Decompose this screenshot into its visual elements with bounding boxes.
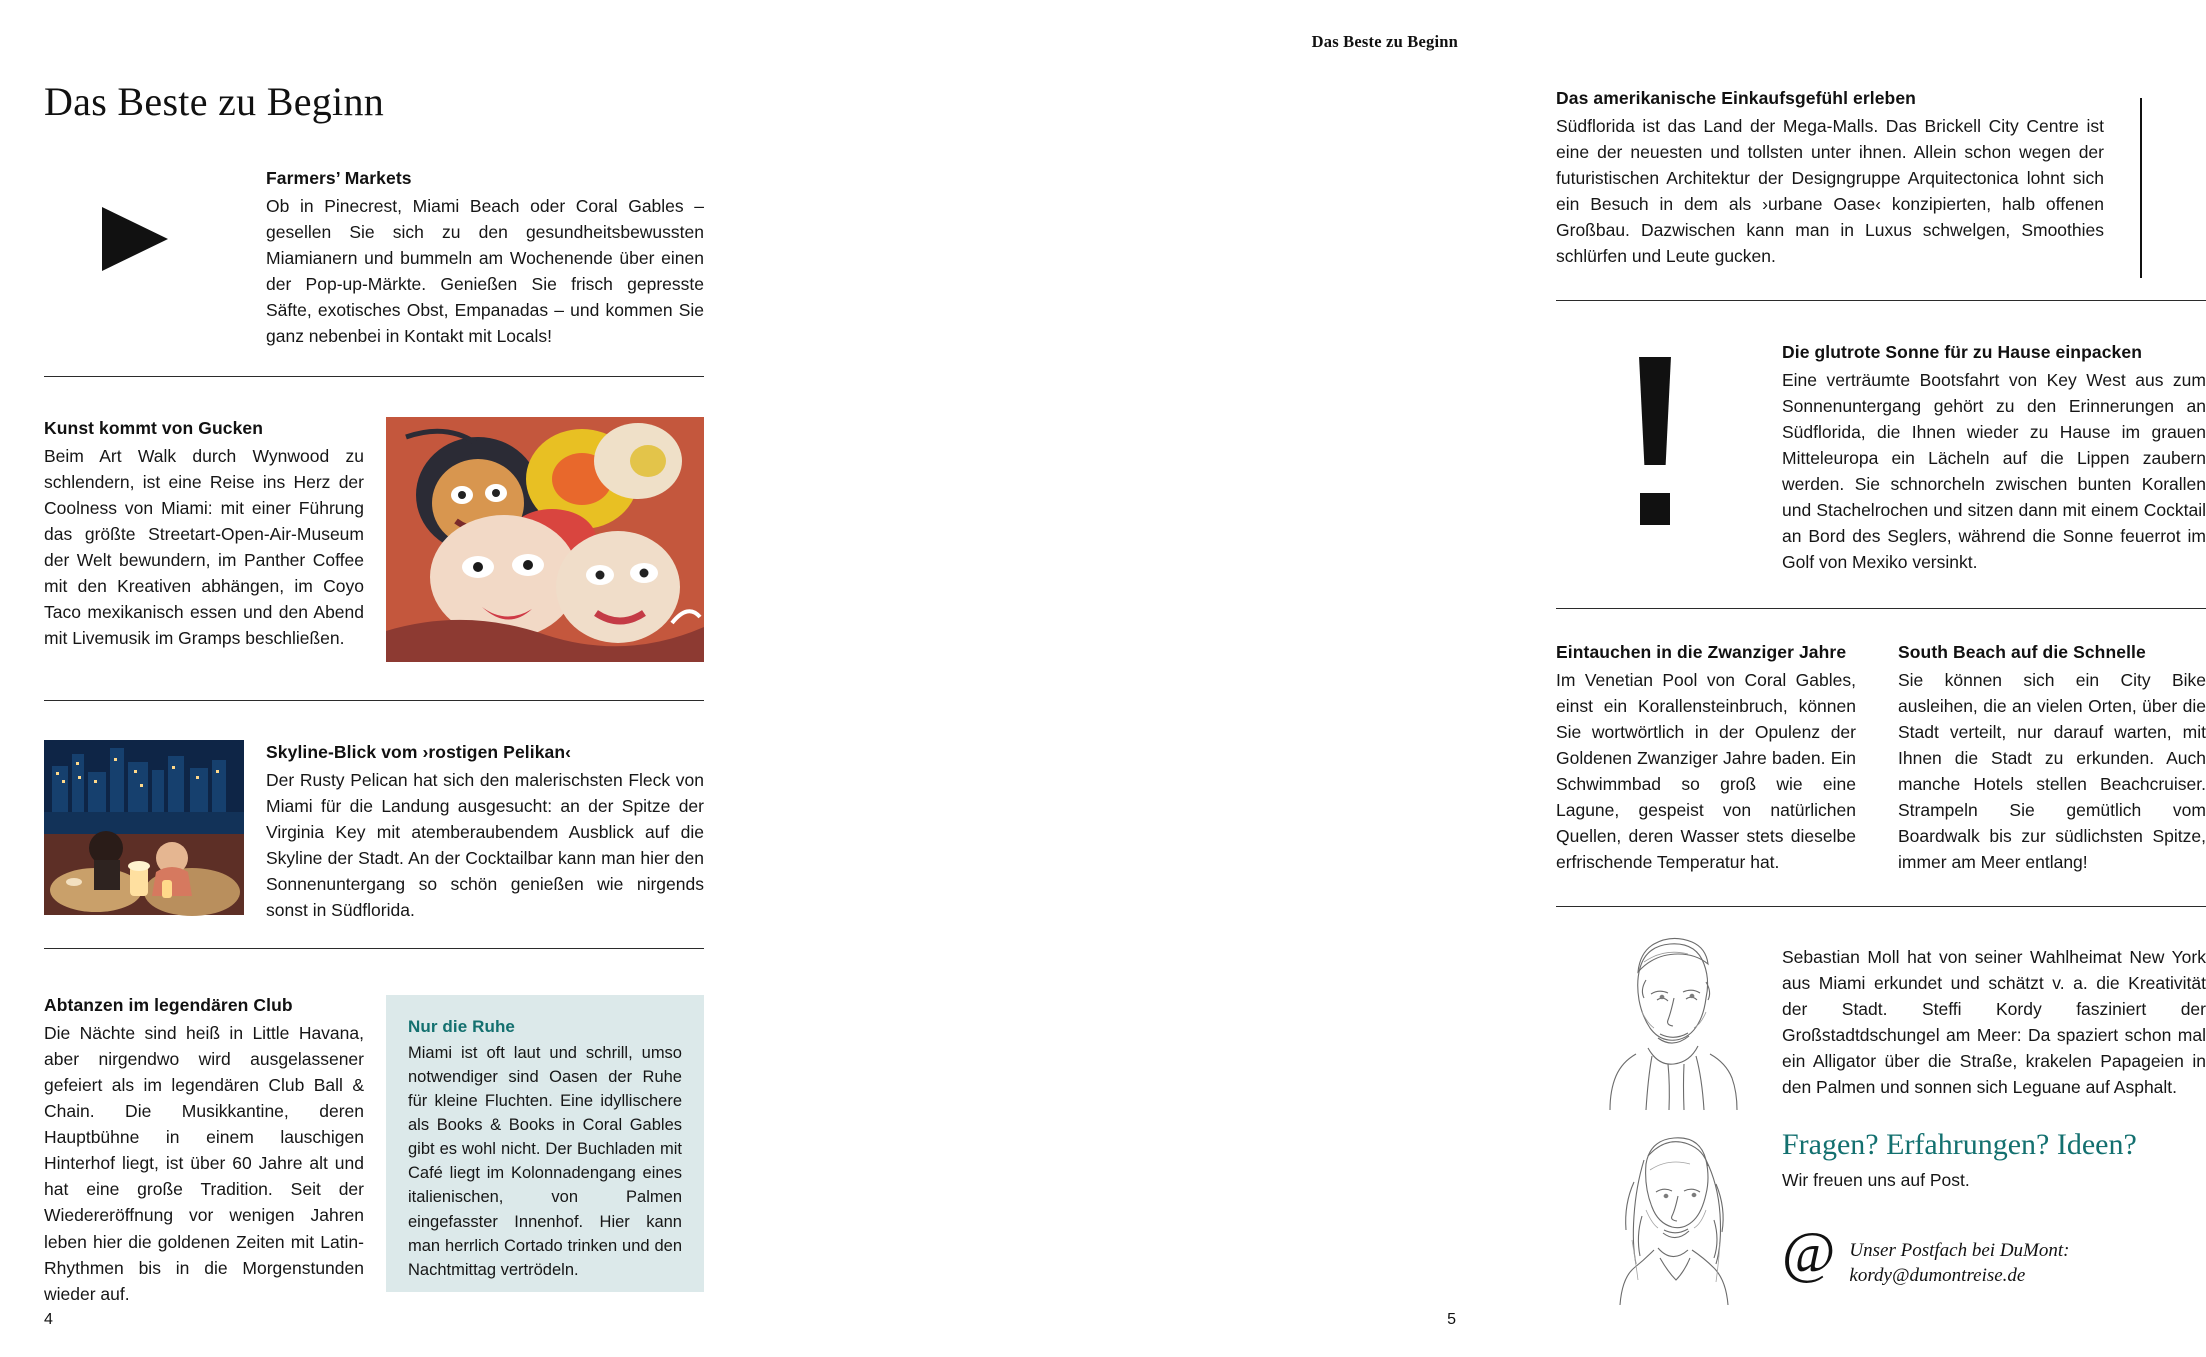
- contact-address-line1: Unser Postfach bei DuMont:: [1849, 1240, 2070, 1261]
- section-glutrote-sonne: [1782, 342, 2206, 576]
- contact-subtext: Wir freuen uns auf Post.: [1782, 1170, 1970, 1190]
- contact-email[interactable]: kordy@dumontreise.de: [1849, 1265, 2026, 1287]
- section-title: South Beach auf die Schnelle: [1898, 642, 2146, 662]
- section-body: Ob in Pinecrest, Miami Beach oder Coral Gables – gesellen Sie sich zu den gesundheitsbewussten Miamianern und bummeln am Wochenende über einen der Pop-up-Märkte. Genießen Sie frisch gepresste Säfte, exotisches Obst, Empanadas – und kommen Sie ganz nebenbei in Kontakt mit Locals!: [266, 196, 704, 347]
- running-head: Das Beste zu Beginn: [1311, 32, 1458, 51]
- section-einkaufsgefuehl: [1556, 88, 2104, 269]
- divider: [44, 948, 704, 949]
- folio-right: 5: [1447, 1311, 1456, 1328]
- section-farmers-markets: [266, 168, 704, 349]
- section-body: Der Rusty Pelican hat sich den malerischsten Fleck von Miami für die Landung ausgesucht: an der Spitze der Virginia Key mit atemberaubendem Ausblick auf die Skyline der Stadt. An der Cocktailbar kann man hier den Sonnenuntergang so schön genießen wie nirgends sonst in Südflorida.: [266, 770, 704, 921]
- section-title: Abtanzen im legendären Club: [44, 995, 293, 1015]
- contact-mailbox: [1782, 1220, 2206, 1288]
- folio-left: 4: [44, 1311, 53, 1328]
- section-kunst-kommt-von-gucken: [44, 418, 364, 652]
- divider: [44, 376, 704, 377]
- section-title: Das amerikanische Einkaufsgefühl erleben: [1556, 88, 1916, 108]
- page-title: Das Beste zu Beginn: [44, 79, 385, 124]
- section-body: Im Venetian Pool von Coral Gables, einst ein Korallensteinbruch, können Sie wortwörtlich in der Opulenz der Goldenen Zwanziger Jahre baden. Ein Schwimmbad so groß wie eine Lagune, gespeist von natürlichen Quellen, deren Wasser stets dieselbe erfrischende Temperatur hat.: [1556, 670, 1856, 873]
- divider: [1556, 906, 2206, 907]
- callout-body: Miami ist oft laut und schrill, umso notwendiger sind Oasen der Ruhe für kleine Fluchten. Eine idyllischere als Books & Books in Coral Gables gibt es wohl nicht. Der Buchladen mit Café liegt im Kolonnadengang eines italienischen, von Palmen eingefasster Innenhof. Hier kann man herrlich Cortado trinken und den Nachtmittag vertrödeln.: [408, 1044, 682, 1279]
- section-zwanziger-jahre: [1556, 642, 1856, 876]
- triangle-play-icon: [102, 207, 168, 271]
- contact-invitation: [1782, 1128, 2206, 1191]
- divider: [1556, 300, 2206, 301]
- section-skyline-blick: [266, 742, 704, 923]
- divider: [1556, 608, 2206, 609]
- contact-heading: Fragen? Erfahrungen? Ideen?: [1782, 1128, 2137, 1161]
- authors-bio: Sebastian Moll hat von seiner Wahlheimat New York aus Miami erkundet und schätzt v. a. die Kreativität der Stadt. Steffi Kordy fasziniert der Großstadtdschungel am Meer: Da spaziert schon mal ein Alligator über die Straße, krakelen Papageien in den Palmen und sonnen sich Leguane auf Asphalt.: [1782, 947, 2206, 1098]
- restaurant-skyline-night-photo: [44, 740, 244, 915]
- section-title: Kunst kommt von Gucken: [44, 418, 264, 438]
- section-title: Skyline-Blick vom ›rostigen Pelikan‹: [266, 742, 572, 762]
- portrait-steffi-kordy: [1588, 1120, 1756, 1305]
- portrait-sebastian-moll: [1588, 928, 1756, 1110]
- section-body: Eine verträumte Bootsfahrt von Key West aus zum Sonnenuntergang gehört zu den Erinnerungen an Südflorida, die Ihnen wieder zu Hause im grauen Mitteleuropa ein Lächeln auf die Lippen zaubern werden. Sie schnorcheln zwischen bunten Korallen und Stachelrochen und sitzen dann mit einem Cocktail an Bord des Seglers, während die Sonne feuerrot im Golf von Mexiko versinkt.: [1782, 370, 2206, 573]
- callout-nur-die-ruhe: [386, 995, 704, 1292]
- section-south-beach: [1898, 642, 2206, 876]
- section-body: Sie können sich ein City Bike ausleihen, die an vielen Orten, über die Stadt verteilt, nur darauf warten, mit Ihnen die Stadt zu erkunden. Auch manche Hotels stellen Beachcruiser. Strampeln Sie gemütlich vom Boardwalk bis zur südlichsten Spitze, immer am Meer entlang!: [1898, 670, 2206, 873]
- section-body: Die Nächte sind heiß in Little Havana, aber nirgendwo wird ausgelassener gefeiert als im legendären Club Ball & Chain. Die Musikkantine, deren Hauptbühne in einem lauschigen Hinterhof liegt, ist über 60 Jahre alt und hat eine große Tradition. Seit der Wiedereröffnung vor wenigen Jahren leben hier die goldenen Zeiten mit Latin-Rhythmen bis in die Morgenstunden wieder auf.: [44, 1023, 364, 1304]
- right-page: [750, 0, 2206, 1357]
- contact-address: [1849, 1228, 2069, 1288]
- callout-title: Nur die Ruhe: [408, 1017, 515, 1036]
- section-title: Farmers’ Markets: [266, 168, 412, 188]
- section-body: Südflorida ist das Land der Mega-Malls. Das Brickell City Centre ist eine der neuesten und tollsten unter ihnen. Allein schon wegen der futuristischen Architektur der Designgruppe Arquitectonica lohnt sich ein Besuch in dem als ›urbane Oase‹ konzipierten, halb offenen Großbau. Dazwischen kann man in Luxus schwelgen, Smoothies schlürfen und Leute gucken.: [1556, 116, 2104, 267]
- section-abtanzen-im-club: [44, 995, 364, 1307]
- at-sign-icon: @: [1782, 1220, 1836, 1285]
- section-body: Beim Art Walk durch Wynwood zu schlendern, ist eine Reise ins Herz der Coolness von Miami: mit einer Führung das größte Streetart-Open-Air-Museum der Welt bewundern, im Panther Coffee mit den Kreativen abhängen, im Coyo Taco mexikanisch essen und den Abend mit Livemusik im Gramps beschließen.: [44, 446, 364, 649]
- vertical-rule: [2140, 98, 2142, 278]
- exclamation-mark-icon: [1634, 357, 1676, 525]
- left-page: [0, 0, 750, 1357]
- divider: [44, 700, 704, 701]
- streetart-mural-photo: [386, 417, 704, 662]
- section-title: Eintauchen in die Zwanziger Jahre: [1556, 642, 1847, 662]
- section-title: Die glutrote Sonne für zu Hause einpacken: [1782, 342, 2142, 362]
